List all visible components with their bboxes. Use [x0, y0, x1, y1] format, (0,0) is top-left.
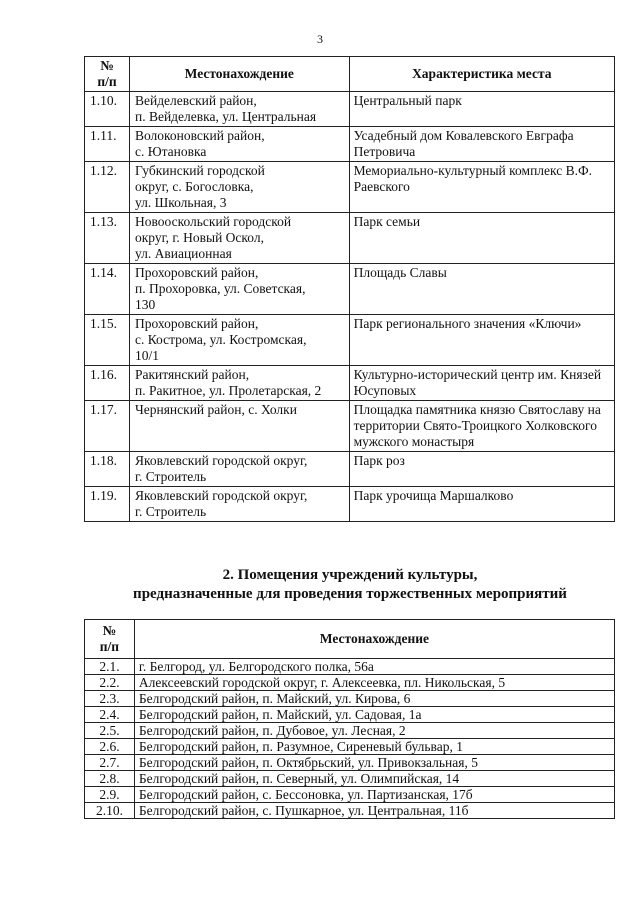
row-description: Парк регионального значения «Ключи» [349, 315, 614, 366]
row-location: Белгородский район, п. Майский, ул. Кирова, 6 [134, 691, 614, 707]
table-row [85, 803, 615, 819]
row-description: Парк урочища Маршалково [349, 487, 614, 522]
venues-table [84, 619, 615, 819]
location-line: 10/1 [134, 348, 159, 363]
row-location: Белгородский район, п. Октябрьский, ул. Привокзальная, 5 [134, 755, 614, 771]
venues-table-header [85, 620, 615, 659]
row-description: Центральный парк [349, 92, 614, 127]
table-row [85, 707, 615, 723]
header-num: № п/п [85, 620, 135, 659]
table-row [85, 452, 615, 487]
row-number: 2.4. [85, 707, 135, 723]
row-number: 1.15. [85, 315, 130, 366]
location-line: п. Прохоровка, ул. Советская, [134, 281, 306, 296]
table-row [85, 691, 615, 707]
row-location [129, 264, 349, 315]
row-number: 1.14. [85, 264, 130, 315]
row-location [129, 401, 349, 452]
location-line: Губкинский городской [134, 163, 265, 178]
header-description: Характеристика места [349, 57, 614, 92]
location-line: Ракитянский район, [134, 367, 250, 382]
location-line: Прохоровский район, [134, 265, 259, 280]
table-row [85, 659, 615, 675]
table-row [85, 315, 615, 366]
location-line: Вейделевский район, [134, 93, 257, 108]
row-location [129, 92, 349, 127]
row-description: Культурно-исторический центр им. Князей Юсуповых [349, 366, 614, 401]
row-number: 2.6. [85, 739, 135, 755]
row-number: 2.10. [85, 803, 135, 819]
places-table-header [85, 57, 615, 92]
table-row [85, 264, 615, 315]
header-location: Местонахождение [134, 620, 614, 659]
row-location [129, 127, 349, 162]
table-row [85, 401, 615, 452]
section-2-title [0, 566, 640, 604]
row-number: 2.7. [85, 755, 135, 771]
location-line: округ, г. Новый Оскол, [134, 230, 264, 245]
location-line: Новооскольский городской [134, 214, 292, 229]
row-number: 2.8. [85, 771, 135, 787]
location-line: п. Ракитное, ул. Пролетарская, 2 [134, 383, 322, 398]
row-number: 2.2. [85, 675, 135, 691]
location-line: ул. Авиационная [134, 246, 232, 261]
row-number: 1.10. [85, 92, 130, 127]
location-line: 130 [134, 297, 156, 312]
row-number: 1.11. [85, 127, 130, 162]
table-row [85, 92, 615, 127]
table-row [85, 213, 615, 264]
row-number: 1.13. [85, 213, 130, 264]
page-number: 3 [317, 32, 323, 46]
location-line: с. Ютановка [134, 144, 207, 159]
location-line: с. Кострома, ул. Костромская, [134, 332, 307, 347]
row-number: 1.17. [85, 401, 130, 452]
row-description: Усадебный дом Ковалевского Евграфа Петровича [349, 127, 614, 162]
row-number: 1.19. [85, 487, 130, 522]
row-number: 2.1. [85, 659, 135, 675]
table-row [85, 755, 615, 771]
row-location: Белгородский район, п. Дубовое, ул. Лесная, 2 [134, 723, 614, 739]
location-line: Яковлевский городской округ, [134, 453, 308, 468]
location-line: Чернянский район, с. Холки [134, 402, 297, 417]
table-row [85, 127, 615, 162]
row-location [129, 487, 349, 522]
row-location [129, 213, 349, 264]
table-row [85, 723, 615, 739]
location-line: п. Вейделевка, ул. Центральная [134, 109, 317, 124]
row-location: г. Белгород, ул. Белгородского полка, 56а [134, 659, 614, 675]
row-location: Белгородский район, с. Пушкарное, ул. Центральная, 11б [134, 803, 614, 819]
row-number: 1.18. [85, 452, 130, 487]
section-2-title-line-2: предназначенные для проведения торжественных мероприятий [133, 586, 567, 602]
row-description: Парк роз [349, 452, 614, 487]
table-row [85, 487, 615, 522]
header-num: № п/п [85, 57, 130, 92]
location-line: ул. Школьная, 3 [134, 195, 227, 210]
row-location [129, 162, 349, 213]
row-number: 1.16. [85, 366, 130, 401]
row-description: Площадь Славы [349, 264, 614, 315]
row-description: Мемориально-культурный комплекс В.Ф. Раевского [349, 162, 614, 213]
row-description: Парк семьи [349, 213, 614, 264]
table-row [85, 675, 615, 691]
row-number: 2.5. [85, 723, 135, 739]
row-location: Алексеевский городской округ, г. Алексеевка, пл. Никольская, 5 [134, 675, 614, 691]
row-location: Белгородский район, п. Майский, ул. Садовая, 1а [134, 707, 614, 723]
location-line: округ, с. Богословка, [134, 179, 254, 194]
row-location [129, 452, 349, 487]
row-number: 2.9. [85, 787, 135, 803]
row-location: Белгородский район, п. Разумное, Сиреневый бульвар, 1 [134, 739, 614, 755]
table-row [85, 739, 615, 755]
row-number: 1.12. [85, 162, 130, 213]
table-row [85, 771, 615, 787]
table-row [85, 787, 615, 803]
row-location: Белгородский район, п. Северный, ул. Олимпийская, 14 [134, 771, 614, 787]
location-line: г. Строитель [134, 469, 207, 484]
row-location: Белгородский район, с. Бессоновка, ул. Партизанская, 17б [134, 787, 614, 803]
location-line: Прохоровский район, [134, 316, 259, 331]
row-location [129, 366, 349, 401]
location-line: Волоконовский район, [134, 128, 265, 143]
row-number: 2.3. [85, 691, 135, 707]
header-location: Местонахождение [129, 57, 349, 92]
table-row [85, 162, 615, 213]
row-location [129, 315, 349, 366]
section-2-title-line-1: 2. Помещения учреждений культуры, [222, 567, 478, 583]
row-description: Площадка памятника князю Святославу на территории Свято-Троицкого Холковского мужского монастыря [349, 401, 614, 452]
location-line: Яковлевский городской округ, [134, 488, 308, 503]
table-row [85, 366, 615, 401]
places-table [84, 56, 615, 522]
location-line: г. Строитель [134, 504, 207, 519]
